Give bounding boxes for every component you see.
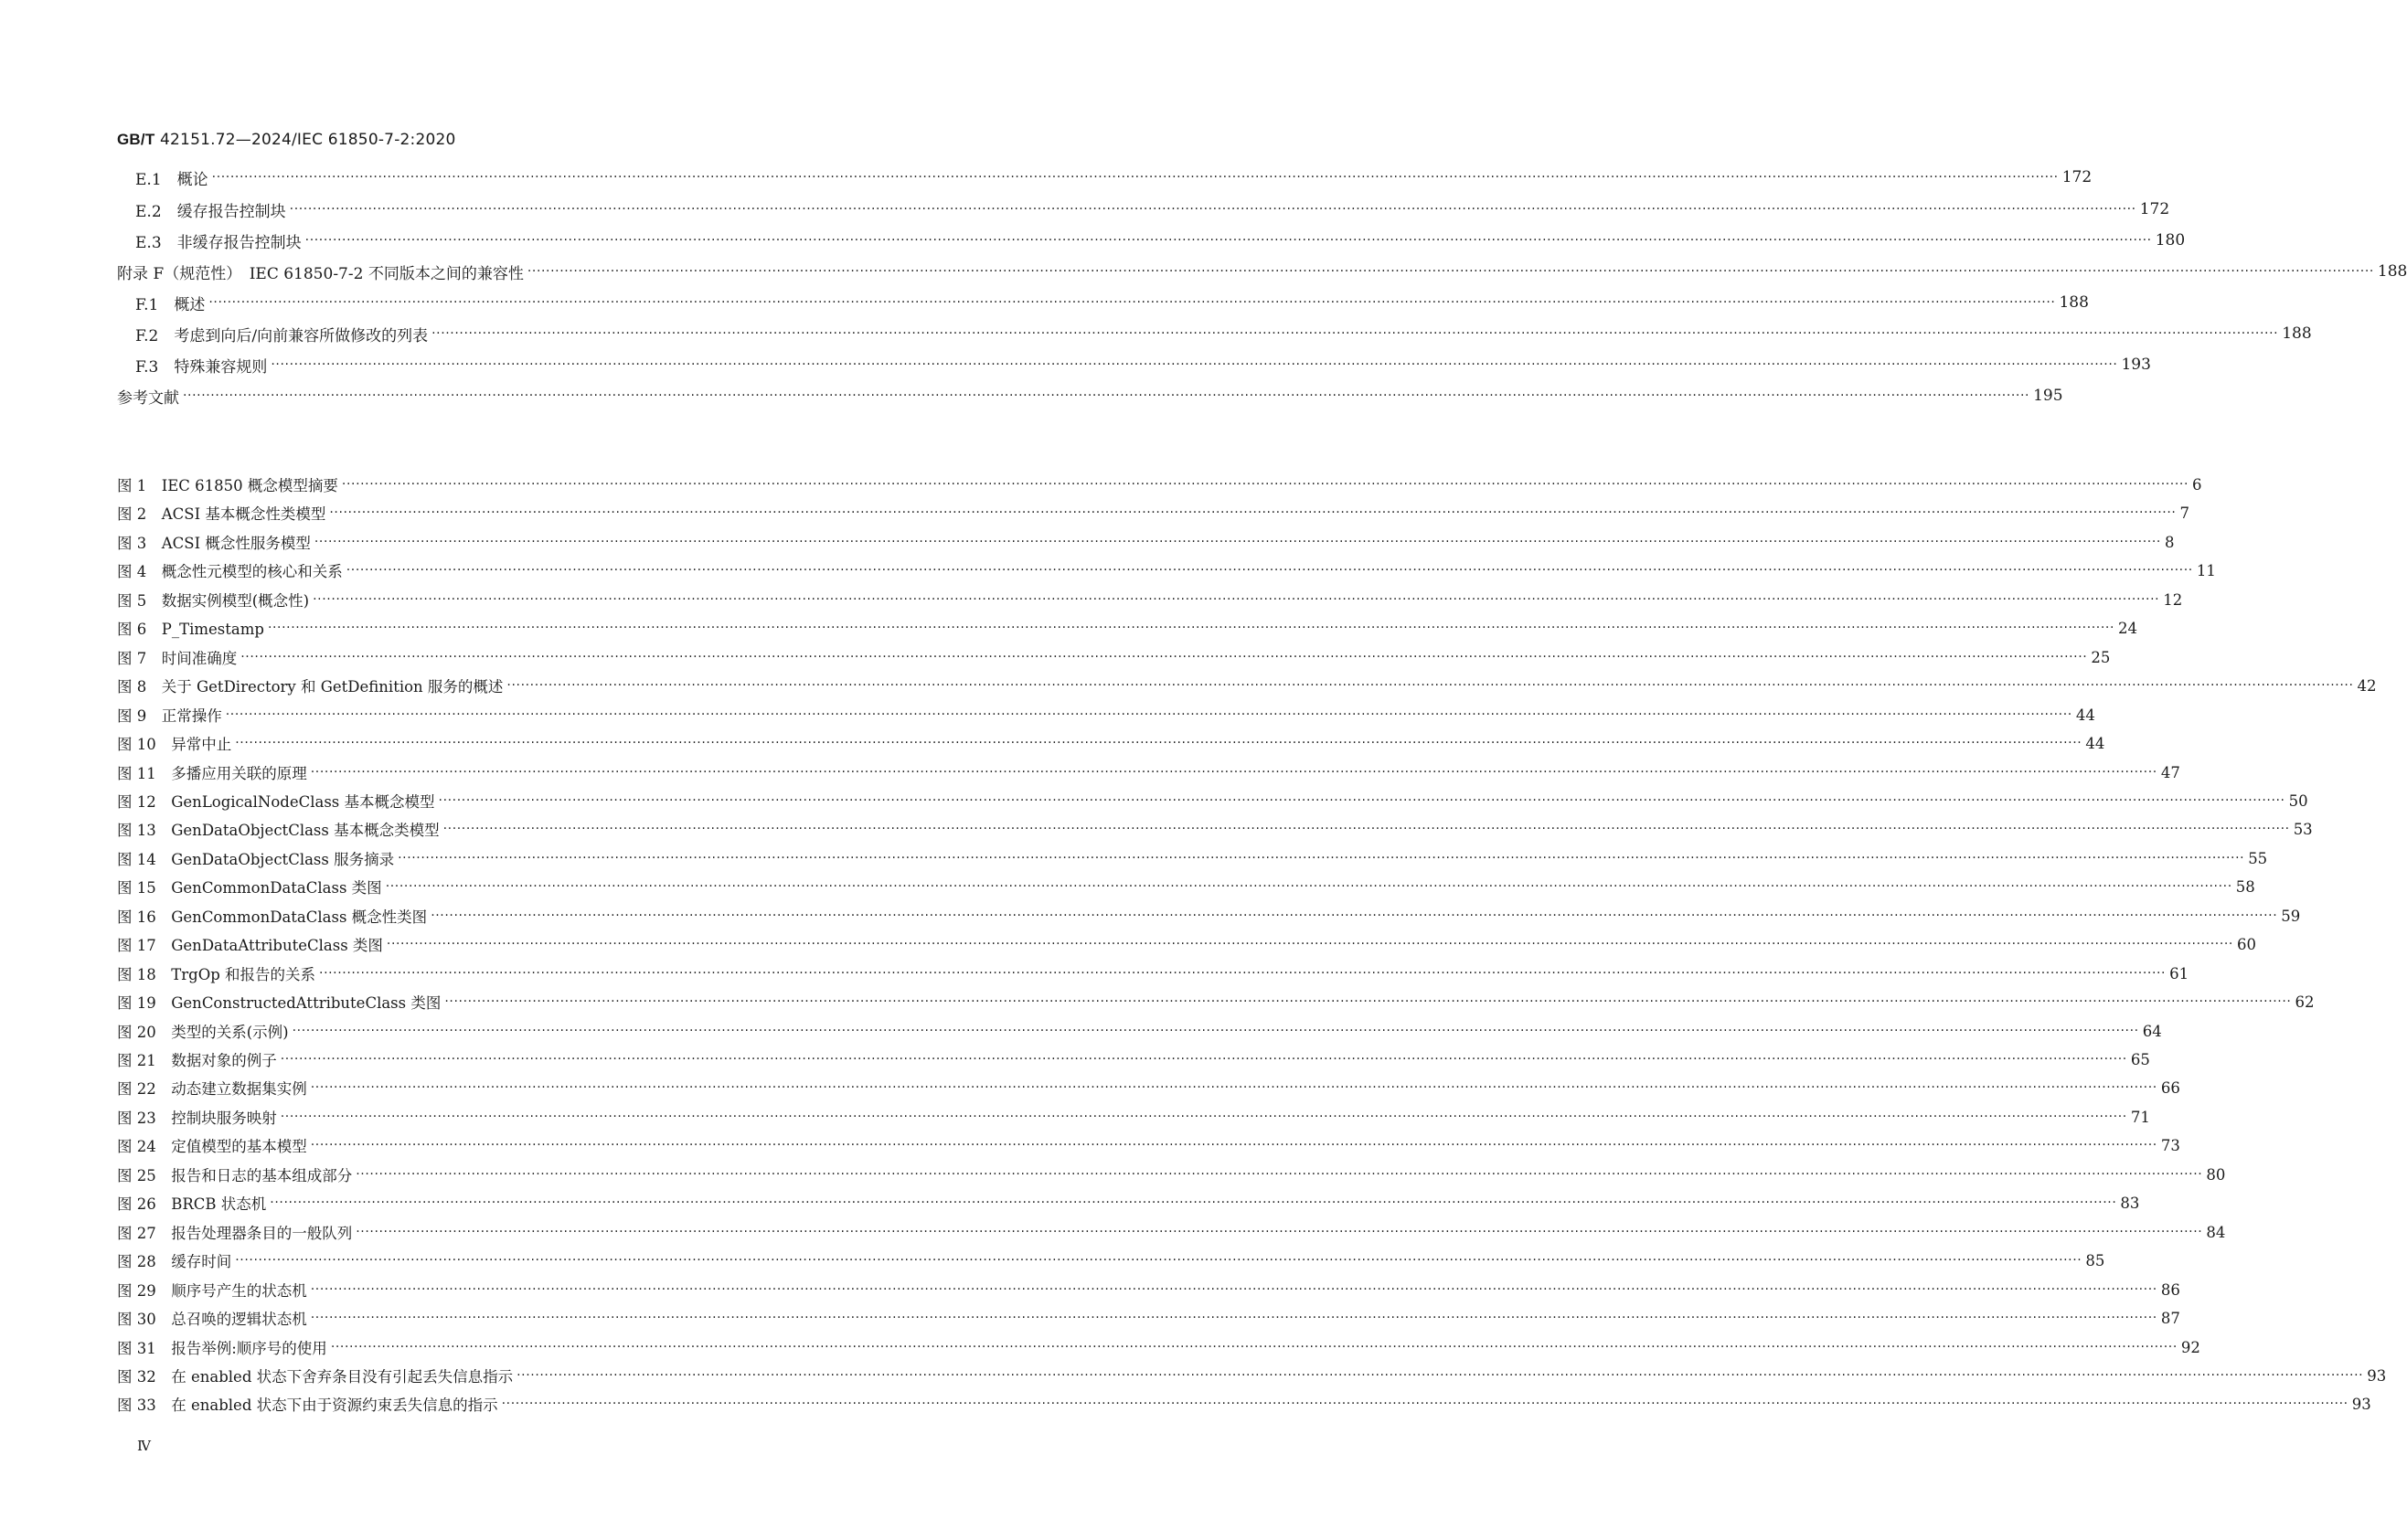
figure-entry-title: 图 9 正常操作 [117,707,222,725]
figure-entry-title: 图 1 IEC 61850 概念模型摘要 [117,477,338,494]
dot-leader: ················································································································································································································································································································································································································ [341,477,2189,492]
figure-entry[interactable] [117,1019,2162,1043]
figure-entry-page: 85 [2085,1251,2105,1269]
toc-entry[interactable] [135,228,2186,252]
figure-entry[interactable] [117,674,2377,697]
dot-leader: ················································································································································································································································································································································································································ [280,1110,2127,1124]
figure-entry[interactable] [117,1133,2180,1157]
figure-entry-title: 图 23 控制块服务映射 [117,1110,277,1127]
dot-leader: ················································································································································································································································································································································································································ [235,1253,2082,1268]
figure-entry-page: 47 [2160,763,2180,781]
dot-leader: ················································································································································································································································································································································································································ [442,822,2290,836]
dot-leader: ················································································································································································································································································································································································································ [329,505,2177,520]
dot-leader: ················································································································································································································································································································································································································ [517,1368,2364,1383]
figure-entry[interactable] [117,1392,2371,1416]
toc-entry-title: F.3 特殊兼容规则 [135,357,268,377]
dot-leader: ················································································································································································································································································································································································································ [310,765,2157,780]
standard-prefix: GB/T [117,131,155,148]
figure-entry-page: 62 [2295,993,2315,1011]
toc-entry[interactable] [135,322,2312,345]
dot-leader: ················································································································································································································································································································································································································ [211,170,2059,185]
figure-entry[interactable] [117,645,2111,669]
toc-entry-page: 193 [2121,356,2151,374]
figure-entry-title: 图 10 异常中止 [117,736,232,753]
toc-entry[interactable] [135,197,2170,221]
dot-leader: ················································································································································································································································································································································································································ [527,264,2374,279]
figure-entry-title: 图 2 ACSI 基本概念性类模型 [117,505,326,523]
figure-entry-page: 11 [2196,561,2216,579]
dot-leader: ················································································································································································································································································································································································································ [319,966,2167,981]
figure-entry-page: 25 [2091,648,2111,666]
dot-leader: ················································································································································································································································································································································································································ [386,937,2233,951]
dot-leader: ················································································································································································································································································································································································································ [310,1311,2157,1325]
figure-entry-title: 图 33 在 enabled 状态下由于资源约束丢失信息的指示 [117,1397,498,1414]
figure-entry[interactable] [117,501,2189,525]
toc-entry[interactable] [117,260,2407,283]
toc-entry[interactable] [135,353,2151,377]
toc-entry-title: 附录 F（规范性） IEC 61850-7-2 不同版本之间的兼容性 [117,264,524,283]
figure-entry-page: 8 [2164,533,2175,551]
figure-entry[interactable] [117,1248,2105,1272]
figure-entry-page: 73 [2160,1136,2180,1154]
toc-entry-title: E.3 非缓存报告控制块 [135,233,302,252]
toc-entry-page: 195 [2033,387,2063,405]
figure-entry[interactable] [117,1220,2226,1244]
figure-entry-page: 80 [2206,1165,2226,1184]
dot-leader: ················································································································································································································································································································································································································ [310,1138,2157,1152]
toc-entry-title: E.2 缓存报告控制块 [135,202,286,221]
figure-entry-page: 55 [2248,849,2268,867]
standard-number: 42151.72—2024/IEC 61850-7-2:2020 [154,131,456,149]
toc-entry-page: 180 [2155,231,2186,250]
figure-entry-title: 图 31 报告举例:顺序号的使用 [117,1340,327,1357]
figure-entry-title: 图 21 数据对象的例子 [117,1052,277,1069]
toc-entry-page: 172 [2061,168,2093,186]
dot-leader: ················································································································································································································································································································································································································ [225,707,2072,722]
figure-entry-page: 44 [2075,706,2095,724]
dot-leader: ················································································································································································································································································································································································································ [506,678,2354,693]
figure-entry-title: 图 26 BRCB 状态机 [117,1195,267,1213]
dot-leader: ················································································································································································································································································································································································································ [310,1080,2157,1095]
figure-entry-title: 图 6 P_Timestamp [117,621,264,638]
figure-entry-page: 50 [2288,791,2308,810]
figure-entry[interactable] [117,1191,2140,1215]
dot-leader: ················································································································································································································································································································································································································ [267,621,2115,635]
figure-entry[interactable] [117,1076,2180,1099]
figure-entry-title: 图 18 TrgOp 和报告的关系 [117,966,316,983]
figure-entry-title: 图 29 顺序号产生的状态机 [117,1282,307,1300]
figure-entry-title: 图 4 概念性元模型的核心和关系 [117,563,343,580]
dot-leader: ················································································································································································································································································································································································································ [398,851,2245,866]
dot-leader: ················································································································································································································································································································································································································ [346,563,2193,578]
figure-entry-title: 图 17 GenDataAttributeClass 类图 [117,937,383,954]
dot-leader: ················································································································································································································································································································································································································ [444,994,2292,1009]
toc-entry[interactable] [117,384,2063,408]
figure-entry[interactable] [117,1335,2200,1359]
dot-leader: ················································································································································································································································································································································································································ [280,1052,2127,1067]
figure-entry-page: 83 [2120,1194,2140,1212]
toc-entry[interactable] [135,165,2093,189]
figure-entry-title: 图 28 缓存时间 [117,1253,232,1270]
figure-entry-page: 93 [2367,1366,2387,1385]
figure-entry-title: 图 8 关于 GetDirectory 和 GetDefinition 服务的概述 [117,678,504,696]
figure-entry-page: 87 [2160,1309,2180,1327]
figure-entry-title: 图 12 GenLogicalNodeClass 基本概念模型 [117,793,435,811]
dot-leader: ················································································································································································································································································································································································································ [431,908,2278,923]
figure-entry[interactable] [117,1278,2180,1301]
figure-entry[interactable] [117,1105,2150,1129]
figure-entry[interactable] [117,875,2255,898]
figure-entry[interactable] [117,1306,2180,1330]
figure-entry-page: 84 [2206,1223,2226,1241]
figure-entry-page: 44 [2085,734,2105,752]
figure-entry-page: 24 [2118,619,2138,637]
figure-entry-page: 12 [2163,590,2183,609]
dot-leader: ················································································································································································································································································································································································································ [314,535,2161,549]
figure-entry[interactable] [117,789,2308,812]
figure-entry-page: 60 [2236,935,2256,953]
figure-entry[interactable] [117,731,2105,755]
figure-entry[interactable] [117,817,2313,841]
figure-entry-page: 6 [2192,475,2202,494]
figure-entry[interactable] [117,1163,2226,1186]
figure-entry-page: 7 [2179,504,2189,522]
figure-entry[interactable] [117,846,2268,870]
figure-entry-title: 图 16 GenCommonDataClass 概念性类图 [117,908,428,926]
figure-entry-title: 图 3 ACSI 概念性服务模型 [117,535,311,552]
figure-entry-page: 71 [2130,1108,2150,1126]
figure-entry-page: 53 [2293,820,2313,838]
figure-entry-title: 图 22 动态建立数据集实例 [117,1080,307,1098]
figure-entry-page: 65 [2130,1050,2150,1068]
figure-entry-page: 42 [2357,676,2377,695]
toc-entry-title: E.1 概论 [135,170,208,189]
figure-entry-title: 图 20 类型的关系(示例) [117,1024,289,1041]
figure-entry[interactable] [117,961,2189,985]
dot-leader: ················································································································································································································································································································································································································ [270,1195,2117,1210]
figure-entry-page: 86 [2160,1280,2180,1299]
figure-entry[interactable] [117,616,2138,640]
figure-entry-title: 图 11 多播应用关联的原理 [117,765,307,782]
dot-leader: ················································································································································································································································································································································································································ [356,1167,2203,1182]
figure-entry-page: 66 [2160,1078,2180,1097]
figure-entry-title: 图 13 GenDataObjectClass 基本概念类模型 [117,822,440,839]
dot-leader: ················································································································································································································································································································································································································ [431,326,2279,341]
toc-entry-page: 188 [2377,262,2407,281]
dot-leader: ················································································································································································································································································································································································································ [330,1340,2178,1354]
figure-entry[interactable] [117,703,2095,727]
toc-entry-title: F.1 概述 [135,295,206,314]
dot-leader: ················································································································································································································································································································································································································ [313,592,2160,607]
figure-entry-title: 图 14 GenDataObjectClass 服务摘录 [117,851,395,868]
figure-entry[interactable] [117,530,2175,554]
dot-leader: ················································································································································································································································································································································································································ [292,1024,2139,1038]
figure-entry-title: 图 5 数据实例模型(概念性) [117,592,310,610]
dot-leader: ················································································································································································································································································································································································································ [304,233,2152,248]
figure-entry[interactable] [117,904,2301,928]
figure-entry-title: 图 27 报告处理器条目的一般队列 [117,1225,353,1242]
page-number: Ⅳ [137,1438,151,1454]
figure-entry[interactable] [117,558,2216,582]
figure-entry-title: 图 30 总召唤的逻辑状态机 [117,1311,307,1328]
toc-entry-page: 172 [2139,200,2170,218]
figure-entry[interactable] [117,990,2315,1014]
figure-entry[interactable] [117,1364,2387,1387]
dot-leader: ················································································································································································································································································································································································································ [235,736,2082,750]
dot-leader: ················································································································································································································································································································································································································ [208,295,2056,310]
figure-entry-page: 61 [2169,964,2189,982]
dot-leader: ················································································································································································································································································································································································································ [271,357,2118,372]
figure-entry-title: 图 15 GenCommonDataClass 类图 [117,879,382,897]
figure-entry[interactable] [117,473,2202,496]
toc-entry-page: 188 [2059,293,2089,312]
figure-entry-title: 图 7 时间准确度 [117,650,238,667]
figure-entry-title: 图 24 定值模型的基本模型 [117,1138,307,1155]
toc-entry[interactable] [135,291,2089,314]
figure-entry-title: 图 32 在 enabled 状态下舍弃条目没有引起丢失信息指示 [117,1368,514,1386]
figure-entry[interactable] [117,932,2256,956]
figure-entry-page: 59 [2281,907,2301,925]
figure-entry-page: 93 [2351,1395,2371,1413]
dot-leader: ················································································································································································································································································································································································································ [438,793,2285,808]
dot-leader: ················································································································································································································································································································································································································ [310,1282,2157,1297]
figure-entry-title: 图 19 GenConstructedAttributeClass 类图 [117,994,442,1012]
dot-leader: ················································································································································································································································································································································································································ [240,650,2088,664]
figure-entry-page: 64 [2142,1022,2162,1040]
figure-entry[interactable] [117,1047,2150,1071]
toc-entry-page: 188 [2282,324,2312,343]
dot-leader: ················································································································································································································································································································································································································ [501,1397,2348,1411]
toc-entry-title: 参考文献 [117,388,179,408]
dot-leader: ················································································································································································································································································································································································································ [183,388,2030,403]
figure-entry[interactable] [117,760,2180,784]
dot-leader: ················································································································································································································································································································································································································ [385,879,2232,894]
figure-entry-page: 92 [2180,1338,2200,1356]
toc-entry-title: F.2 考虑到向后/向前兼容所做修改的列表 [135,326,429,345]
figure-entry-title: 图 25 报告和日志的基本组成部分 [117,1167,353,1184]
dot-leader: ················································································································································································································································································································································································································ [356,1225,2203,1239]
dot-leader: ················································································································································································································································································································································································································ [289,202,2136,217]
standard-header [117,131,456,149]
figure-entry[interactable] [117,588,2183,611]
figure-entry-page: 58 [2235,877,2255,896]
